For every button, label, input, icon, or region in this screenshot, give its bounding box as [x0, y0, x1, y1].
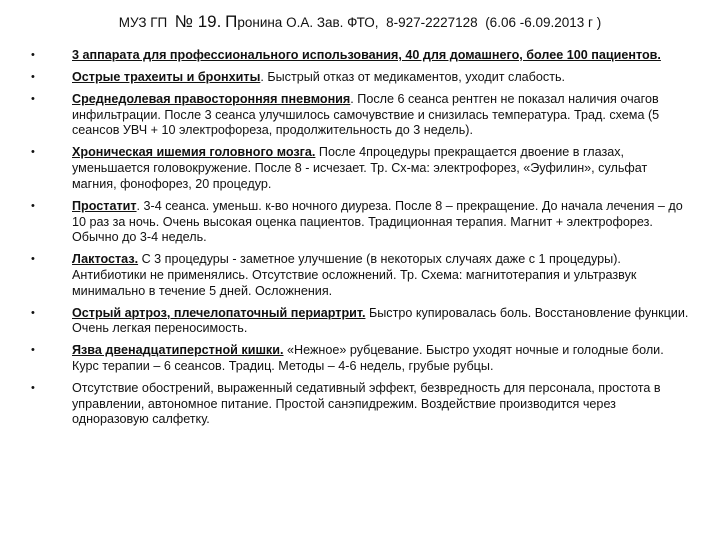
title-phone: 8-927-2227128: [386, 15, 478, 30]
bullet-icon: •: [31, 93, 35, 105]
item-text: 3-4 сеанса. уменьш. к-во ночного диуреза. После 8 – прекращение. До начала лечения – до 10 раз за ночь. Очень высокая оценка пациентов. Традиционная терапия. Магнит + электрофорез. Обычно до 3-4 недель.: [72, 198, 683, 245]
bullet-icon: •: [31, 253, 35, 266]
bullet-icon: •: [31, 382, 35, 395]
list-item: [30, 381, 692, 428]
item-separator: .: [136, 198, 141, 213]
item-title: Лактостаз.: [72, 252, 139, 267]
bullet-icon: •: [31, 306, 35, 319]
list-item: [30, 306, 692, 337]
bullet-icon: •: [31, 146, 35, 159]
item-text: С 3 процедуры - заметное улучшение (в некоторых случаях даже с 1 процедуры). Антибиотики не применялись. Отсутствие осложнений. Тр. Схема: магнитотерапия и ультразвук минимально в течение 5 дней. Осложнения.: [72, 252, 637, 298]
page-title: [0, 12, 720, 32]
title-name-initial: П: [225, 12, 238, 31]
list-item: [30, 48, 692, 64]
list-item: [30, 343, 692, 374]
list-item: [30, 199, 692, 246]
title-name: ронина О.А. Зав. ФТО,: [237, 15, 379, 30]
item-title: Острые трахеиты и бронхиты: [72, 70, 261, 84]
item-title: Хроническая ишемия головного мозга.: [72, 145, 316, 160]
item-title: Острый артроз, плечелопаточный периартрит.: [72, 305, 366, 320]
list-item: [30, 145, 692, 192]
bullet-icon: •: [31, 71, 35, 83]
item-text: После 6 сеанса рентген не показал наличия очагов инфильтрации. После 3 сеанса улучшилось самочувствие и снизилась температура. Трад. схема (5 сеансов УВЧ + 10 электрофореза, продолжительность до 3 недель).: [72, 92, 660, 138]
item-title: Простатит: [72, 198, 137, 213]
list-item: [30, 70, 692, 86]
title-org: МУЗ ГП: [118, 15, 168, 30]
item-text: Отсутствие обострений, выраженный седативный эффект, безвредность для персонала, простота в управлении, автономное питание. Простой санэпидрежим. Воздействие производится через одноразовую салфетку.: [72, 381, 661, 427]
item-separator: .: [260, 70, 264, 84]
item-title: 3 аппарата для профессионального использования, 40 для домашнего, более 100 пациентов.: [72, 48, 661, 62]
bullet-icon: •: [31, 344, 35, 357]
item-title: Язва двенадцатиперстной кишки.: [72, 343, 284, 358]
item-separator: .: [350, 92, 354, 106]
item-text: После 4процедуры прекращается двоение в глазах, уменьшается головокружение. После 8 - исчезает. Тр. Сх-ма: электрофорез, «Эуфилин», сульфат магния, фонофорез, 20 процедур.: [72, 145, 648, 191]
item-text: Быстрый отказ от медикаментов, уходит слабость.: [263, 70, 566, 84]
bullet-icon: •: [31, 49, 35, 61]
list-item: [30, 252, 692, 299]
bullet-list: [30, 48, 692, 434]
item-title: Среднедолевая правосторонняя пневмония: [72, 92, 351, 106]
title-number: № 19.: [174, 12, 222, 31]
title-dates: (6.06 -6.09.2013 г ): [485, 15, 602, 30]
bullet-icon: •: [31, 199, 35, 212]
item-text: «Нежное» рубцевание. Быстро уходят ночные и голодные боли. Курс терапии – 6 сеансов. Традиц. Методы – 4-6 недель, грубые рубцы.: [72, 343, 664, 374]
item-text: Быстро купировалась боль. Восстановление функции. Очень легкая переносимость.: [72, 305, 689, 336]
list-item: [30, 92, 692, 139]
